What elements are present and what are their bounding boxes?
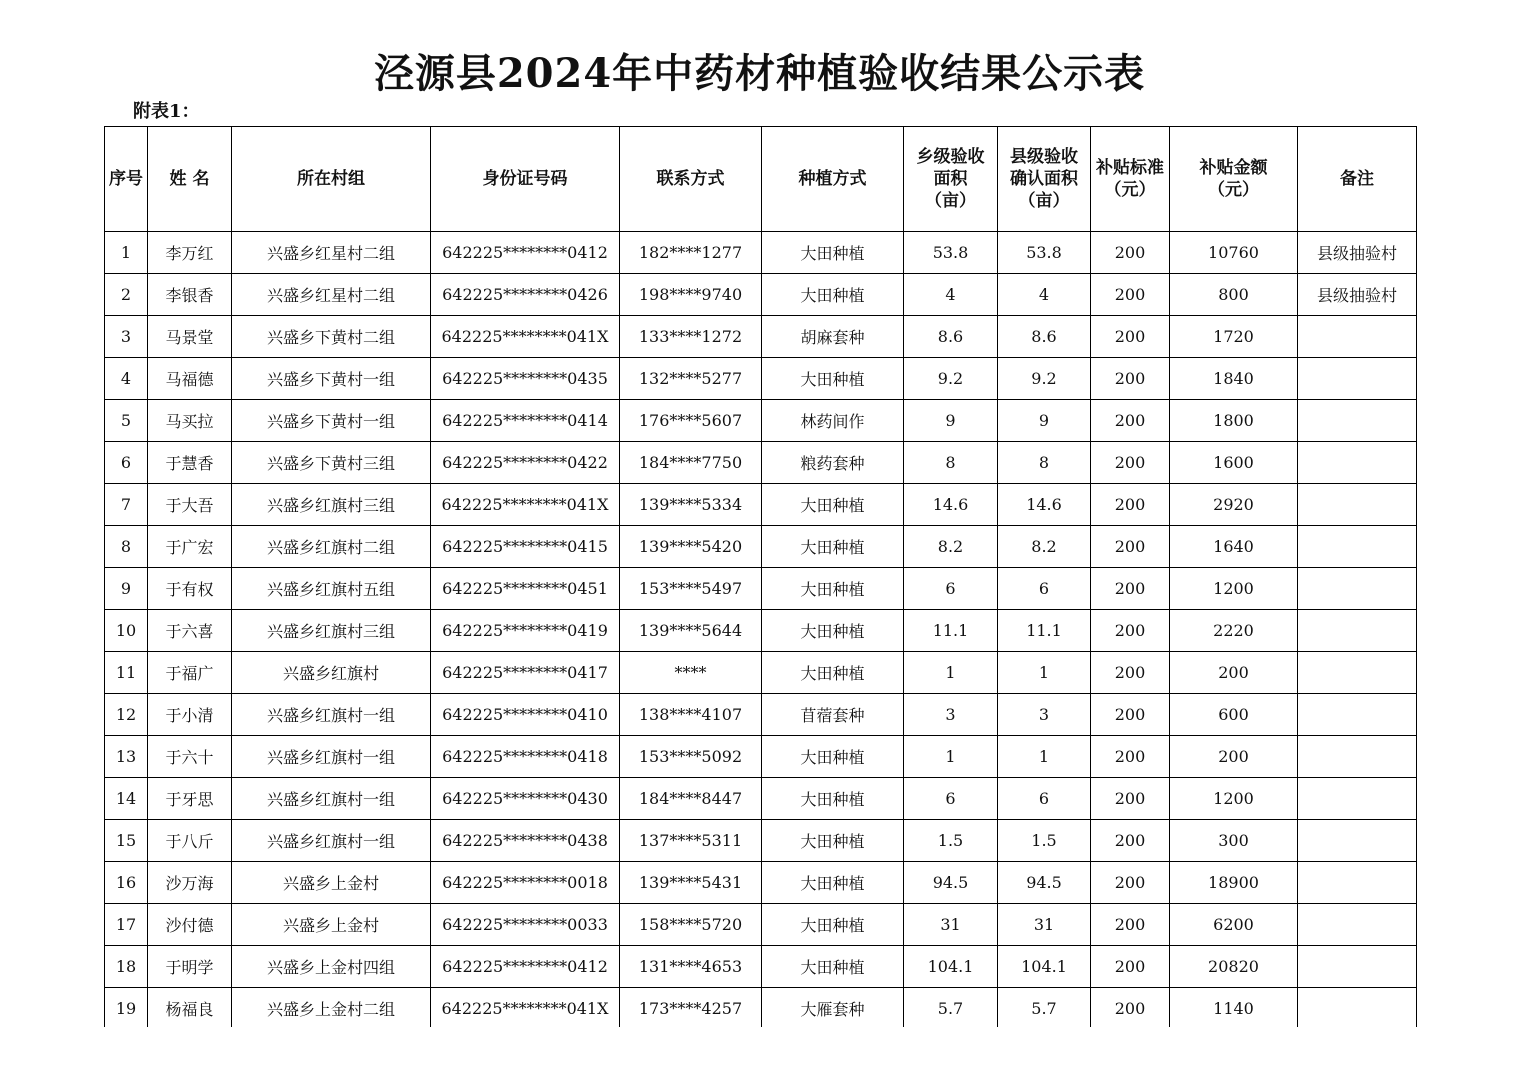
cell-col-subsidy-amount: 1200 [1170,568,1298,610]
cell-col-planting-method: 大田种植 [762,904,904,946]
table-row [105,274,1417,316]
cell-col-id-number: 642225********0422 [431,442,620,484]
cell-col-subsidy-rate: 200 [1091,484,1170,526]
cell-col-index: 4 [105,358,148,400]
table-row [105,316,1417,358]
cell-col-subsidy-amount: 1600 [1170,442,1298,484]
cell-col-contact: 139****5431 [620,862,762,904]
cell-col-name: 沙万海 [148,862,232,904]
cell-col-remark [1298,778,1417,820]
cell-col-index: 3 [105,316,148,358]
table-row [105,232,1417,274]
cell-col-town-area: 1 [904,736,998,778]
cell-col-id-number: 642225********0438 [431,820,620,862]
table-row [105,652,1417,694]
cell-col-county-area: 31 [998,904,1091,946]
cell-col-subsidy-amount: 600 [1170,694,1298,736]
cell-col-remark [1298,568,1417,610]
cell-col-subsidy-amount: 1640 [1170,526,1298,568]
cell-col-planting-method: 大田种植 [762,862,904,904]
cell-col-contact: 158****5720 [620,904,762,946]
cell-col-village: 兴盛乡红旗村三组 [232,610,431,652]
cell-col-remark [1298,946,1417,988]
table-row [105,484,1417,526]
table-row [105,694,1417,736]
cell-col-id-number: 642225********0410 [431,694,620,736]
cell-col-subsidy-rate: 200 [1091,652,1170,694]
cell-col-planting-method: 大田种植 [762,778,904,820]
cell-col-contact: 184****7750 [620,442,762,484]
cell-col-town-area: 14.6 [904,484,998,526]
cell-col-village: 兴盛乡上金村四组 [232,946,431,988]
cell-col-county-area: 1 [998,652,1091,694]
cell-col-planting-method: 林药间作 [762,400,904,442]
cell-col-remark [1298,526,1417,568]
table-row [105,904,1417,946]
table-row [105,820,1417,862]
cell-col-town-area: 6 [904,568,998,610]
cell-col-index: 18 [105,946,148,988]
cell-col-county-area: 94.5 [998,862,1091,904]
cell-col-remark [1298,610,1417,652]
header-col-county-area: 县级验收 确认面积 （亩） [998,127,1091,232]
cell-col-remark [1298,736,1417,778]
cell-col-village: 兴盛乡红旗村五组 [232,568,431,610]
cell-col-index: 7 [105,484,148,526]
cell-col-contact: 153****5092 [620,736,762,778]
header-col-index: 序号 [105,127,148,232]
cell-col-index: 12 [105,694,148,736]
cell-col-village: 兴盛乡上金村 [232,862,431,904]
header-col-contact: 联系方式 [620,127,762,232]
cell-col-subsidy-amount: 1140 [1170,988,1298,1028]
cell-col-subsidy-amount: 18900 [1170,862,1298,904]
cell-col-name: 于大吾 [148,484,232,526]
cell-col-town-area: 1.5 [904,820,998,862]
cell-col-subsidy-rate: 200 [1091,904,1170,946]
cell-col-contact: 182****1277 [620,232,762,274]
cell-col-index: 16 [105,862,148,904]
cell-col-name: 于牙思 [148,778,232,820]
cell-col-county-area: 8.6 [998,316,1091,358]
cell-col-village: 兴盛乡下黄村一组 [232,358,431,400]
page-title: 泾源县2024年中药材种植验收结果公示表 [373,50,1146,97]
cell-col-id-number: 642225********0418 [431,736,620,778]
cell-col-contact: 133****1272 [620,316,762,358]
cell-col-county-area: 1 [998,736,1091,778]
header-col-id-number: 身份证号码 [431,127,620,232]
cell-col-town-area: 4 [904,274,998,316]
cell-col-subsidy-amount: 2920 [1170,484,1298,526]
header-col-remark: 备注 [1298,127,1417,232]
cell-col-subsidy-rate: 200 [1091,274,1170,316]
cell-col-subsidy-rate: 200 [1091,232,1170,274]
cell-col-name: 于六十 [148,736,232,778]
cell-col-remark [1298,484,1417,526]
cell-col-remark [1298,694,1417,736]
cell-col-subsidy-rate: 200 [1091,442,1170,484]
cell-col-county-area: 6 [998,568,1091,610]
table-row [105,442,1417,484]
header-col-town-area: 乡级验收 面积 （亩） [904,127,998,232]
cell-col-subsidy-amount: 20820 [1170,946,1298,988]
cell-col-planting-method: 大田种植 [762,946,904,988]
cell-col-subsidy-rate: 200 [1091,988,1170,1028]
header-col-name: 姓 名 [148,127,232,232]
cell-col-subsidy-rate: 200 [1091,526,1170,568]
cell-col-subsidy-rate: 200 [1091,610,1170,652]
cell-col-county-area: 6 [998,778,1091,820]
cell-col-subsidy-amount: 10760 [1170,232,1298,274]
cell-col-town-area: 8.6 [904,316,998,358]
cell-col-name: 于八斤 [148,820,232,862]
cell-col-county-area: 53.8 [998,232,1091,274]
cell-col-subsidy-rate: 200 [1091,316,1170,358]
cell-col-contact: 153****5497 [620,568,762,610]
cell-col-town-area: 94.5 [904,862,998,904]
cell-col-index: 11 [105,652,148,694]
cell-col-planting-method: 大田种植 [762,568,904,610]
cell-col-name: 马福德 [148,358,232,400]
cell-col-village: 兴盛乡上金村 [232,904,431,946]
cell-col-county-area: 11.1 [998,610,1091,652]
cell-col-planting-method: 大田种植 [762,652,904,694]
table-row [105,736,1417,778]
cell-col-town-area: 6 [904,778,998,820]
cell-col-contact: 139****5420 [620,526,762,568]
cell-col-subsidy-amount: 6200 [1170,904,1298,946]
cell-col-name: 于六喜 [148,610,232,652]
table-body [105,232,1417,1028]
cell-col-name: 于慧香 [148,442,232,484]
cell-col-name: 李万红 [148,232,232,274]
cell-col-village: 兴盛乡上金村二组 [232,988,431,1028]
cell-col-id-number: 642225********0033 [431,904,620,946]
cell-col-name: 沙付德 [148,904,232,946]
cell-col-name: 于广宏 [148,526,232,568]
cell-col-town-area: 9.2 [904,358,998,400]
cell-col-id-number: 642225********0417 [431,652,620,694]
cell-col-planting-method: 大雁套种 [762,988,904,1028]
cell-col-county-area: 5.7 [998,988,1091,1028]
cell-col-town-area: 11.1 [904,610,998,652]
cell-col-remark: 县级抽验村 [1298,232,1417,274]
cell-col-county-area: 4 [998,274,1091,316]
cell-col-index: 10 [105,610,148,652]
cell-col-subsidy-rate: 200 [1091,358,1170,400]
cell-col-contact: 139****5334 [620,484,762,526]
cell-col-id-number: 642225********0412 [431,232,620,274]
cell-col-town-area: 8.2 [904,526,998,568]
cell-col-subsidy-amount: 1840 [1170,358,1298,400]
cell-col-town-area: 9 [904,400,998,442]
cell-col-subsidy-amount: 200 [1170,736,1298,778]
cell-col-id-number: 642225********0018 [431,862,620,904]
cell-col-index: 17 [105,904,148,946]
cell-col-village: 兴盛乡下黄村一组 [232,400,431,442]
cell-col-contact: 176****5607 [620,400,762,442]
cell-col-remark [1298,400,1417,442]
cell-col-contact: **** [620,652,762,694]
cell-col-planting-method: 苜蓿套种 [762,694,904,736]
cell-col-county-area: 8.2 [998,526,1091,568]
cell-col-subsidy-amount: 2220 [1170,610,1298,652]
cell-col-remark [1298,988,1417,1028]
table-row [105,946,1417,988]
cell-col-village: 兴盛乡红旗村一组 [232,820,431,862]
cell-col-id-number: 642225********041X [431,316,620,358]
table-row [105,988,1417,1028]
cell-col-planting-method: 大田种植 [762,358,904,400]
cell-col-subsidy-amount: 1200 [1170,778,1298,820]
cell-col-contact: 173****4257 [620,988,762,1028]
table-row [105,358,1417,400]
cell-col-planting-method: 大田种植 [762,274,904,316]
table-row [105,610,1417,652]
table-row [105,862,1417,904]
cell-col-planting-method: 大田种植 [762,232,904,274]
cell-col-id-number: 642225********0419 [431,610,620,652]
cell-col-index: 9 [105,568,148,610]
cell-col-index: 1 [105,232,148,274]
cell-col-subsidy-amount: 200 [1170,652,1298,694]
cell-col-id-number: 642225********0435 [431,358,620,400]
cell-col-remark [1298,862,1417,904]
cell-col-index: 13 [105,736,148,778]
cell-col-town-area: 53.8 [904,232,998,274]
cell-col-county-area: 1.5 [998,820,1091,862]
cell-col-county-area: 104.1 [998,946,1091,988]
cell-col-village: 兴盛乡下黄村三组 [232,442,431,484]
cell-col-id-number: 642225********0426 [431,274,620,316]
results-table [104,126,1417,1027]
cell-col-subsidy-rate: 200 [1091,862,1170,904]
cell-col-planting-method: 大田种植 [762,736,904,778]
cell-col-name: 于有权 [148,568,232,610]
cell-col-name: 杨福良 [148,988,232,1028]
cell-col-subsidy-amount: 1800 [1170,400,1298,442]
cell-col-town-area: 104.1 [904,946,998,988]
cell-col-town-area: 5.7 [904,988,998,1028]
cell-col-subsidy-rate: 200 [1091,946,1170,988]
cell-col-subsidy-rate: 200 [1091,736,1170,778]
cell-col-index: 6 [105,442,148,484]
cell-col-planting-method: 大田种植 [762,610,904,652]
cell-col-remark [1298,358,1417,400]
cell-col-county-area: 14.6 [998,484,1091,526]
cell-col-town-area: 8 [904,442,998,484]
cell-col-contact: 137****5311 [620,820,762,862]
header-col-planting-method: 种植方式 [762,127,904,232]
cell-col-index: 15 [105,820,148,862]
cell-col-contact: 138****4107 [620,694,762,736]
cell-col-village: 兴盛乡红星村二组 [232,274,431,316]
header-col-village: 所在村组 [232,127,431,232]
cell-col-subsidy-rate: 200 [1091,820,1170,862]
cell-col-contact: 139****5644 [620,610,762,652]
cell-col-subsidy-amount: 800 [1170,274,1298,316]
table-row [105,526,1417,568]
cell-col-subsidy-rate: 200 [1091,400,1170,442]
cell-col-village: 兴盛乡红旗村二组 [232,526,431,568]
cell-col-remark [1298,820,1417,862]
cell-col-planting-method: 胡麻套种 [762,316,904,358]
cell-col-id-number: 642225********041X [431,484,620,526]
cell-col-contact: 184****8447 [620,778,762,820]
cell-col-subsidy-rate: 200 [1091,694,1170,736]
cell-col-name: 于小清 [148,694,232,736]
cell-col-remark [1298,316,1417,358]
attachment-label: 附表1： [133,101,200,122]
cell-col-index: 2 [105,274,148,316]
table-header-row [105,127,1417,232]
cell-col-index: 14 [105,778,148,820]
cell-col-village: 兴盛乡红旗村一组 [232,694,431,736]
cell-col-remark [1298,442,1417,484]
cell-col-contact: 198****9740 [620,274,762,316]
cell-col-remark [1298,652,1417,694]
cell-col-name: 李银香 [148,274,232,316]
cell-col-planting-method: 大田种植 [762,820,904,862]
cell-col-index: 5 [105,400,148,442]
cell-col-name: 于明学 [148,946,232,988]
cell-col-county-area: 9 [998,400,1091,442]
cell-col-index: 8 [105,526,148,568]
table-row [105,568,1417,610]
cell-col-name: 于福广 [148,652,232,694]
cell-col-town-area: 1 [904,652,998,694]
cell-col-subsidy-rate: 200 [1091,568,1170,610]
cell-col-id-number: 642225********0415 [431,526,620,568]
cell-col-county-area: 9.2 [998,358,1091,400]
cell-col-town-area: 31 [904,904,998,946]
table-row [105,400,1417,442]
cell-col-name: 马景堂 [148,316,232,358]
table-row [105,778,1417,820]
header-col-subsidy-amount: 补贴金额 （元） [1170,127,1298,232]
cell-col-contact: 132****5277 [620,358,762,400]
cell-col-id-number: 642225********041X [431,988,620,1028]
cell-col-county-area: 3 [998,694,1091,736]
cell-col-id-number: 642225********0430 [431,778,620,820]
cell-col-county-area: 8 [998,442,1091,484]
cell-col-subsidy-rate: 200 [1091,778,1170,820]
cell-col-town-area: 3 [904,694,998,736]
cell-col-subsidy-amount: 1720 [1170,316,1298,358]
cell-col-remark: 县级抽验村 [1298,274,1417,316]
cell-col-contact: 131****4653 [620,946,762,988]
cell-col-name: 马买拉 [148,400,232,442]
cell-col-remark [1298,904,1417,946]
cell-col-village: 兴盛乡红旗村一组 [232,736,431,778]
cell-col-id-number: 642225********0451 [431,568,620,610]
cell-col-planting-method: 粮药套种 [762,442,904,484]
cell-col-index: 19 [105,988,148,1028]
cell-col-planting-method: 大田种植 [762,526,904,568]
cell-col-village: 兴盛乡红旗村一组 [232,778,431,820]
header-col-subsidy-rate: 补贴标准 （元） [1091,127,1170,232]
cell-col-village: 兴盛乡下黄村二组 [232,316,431,358]
cell-col-id-number: 642225********0414 [431,400,620,442]
cell-col-planting-method: 大田种植 [762,484,904,526]
cell-col-village: 兴盛乡红星村二组 [232,232,431,274]
cell-col-village: 兴盛乡红旗村 [232,652,431,694]
cell-col-subsidy-amount: 300 [1170,820,1298,862]
cell-col-id-number: 642225********0412 [431,946,620,988]
cell-col-village: 兴盛乡红旗村三组 [232,484,431,526]
